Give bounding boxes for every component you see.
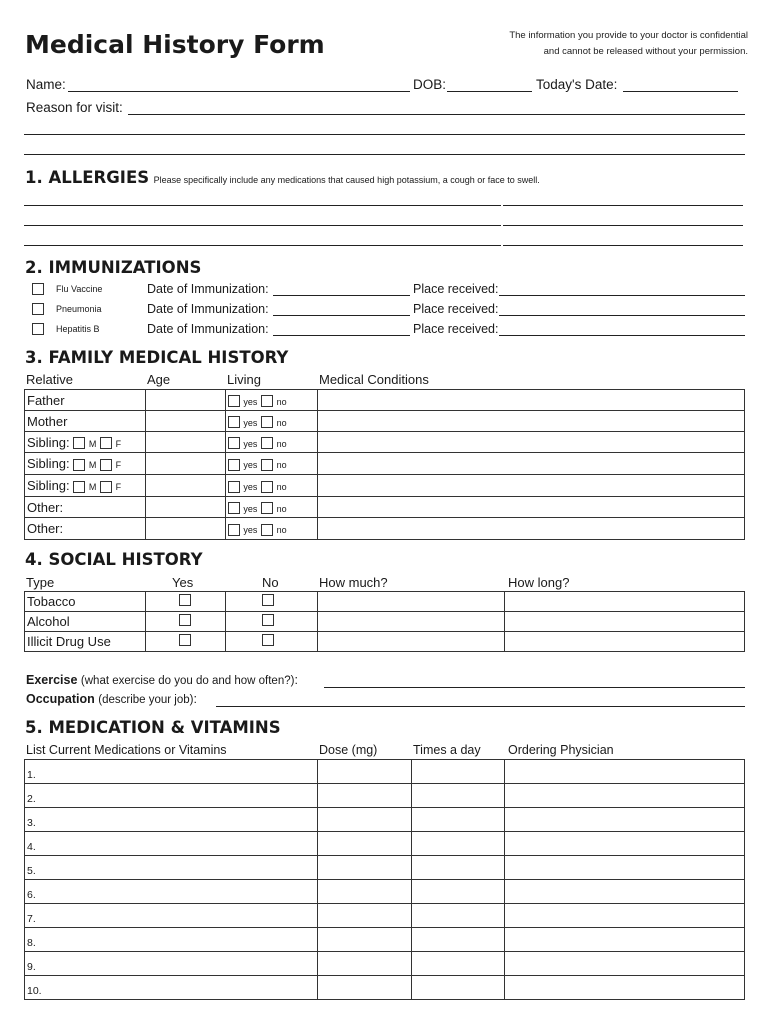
reason-field[interactable]	[128, 114, 745, 115]
dob-field[interactable]	[447, 91, 532, 92]
allergies-note: Please specifically include any medications that caused high potassium, a cough or face to swell.	[153, 175, 540, 185]
sex-m-checkbox[interactable]	[73, 437, 85, 449]
date-of-immunization-label: Date of Immunization:	[147, 302, 269, 316]
name-label: Name:	[26, 77, 66, 92]
how-long-cell[interactable]	[505, 632, 745, 652]
medication-name-cell[interactable]: 9.	[25, 952, 318, 976]
no-label: no	[276, 438, 287, 449]
family-row-other	[25, 497, 745, 518]
dose-cell[interactable]	[317, 904, 412, 928]
dose-cell[interactable]	[317, 808, 412, 832]
medication-row	[25, 976, 745, 1000]
conditions-cell[interactable]	[317, 475, 744, 497]
physician-cell[interactable]	[505, 928, 745, 952]
yes-label: yes	[243, 417, 258, 428]
living-no-checkbox[interactable]	[261, 395, 273, 407]
sex-f-checkbox[interactable]	[100, 459, 112, 471]
f-label: F	[115, 482, 122, 492]
medications-list-header: List Current Medications or Vitamins	[26, 743, 227, 757]
how-much-cell[interactable]	[317, 592, 505, 612]
age-cell[interactable]	[145, 475, 225, 497]
times-cell[interactable]	[412, 808, 505, 832]
m-label: M	[88, 482, 97, 492]
no-label: no	[276, 525, 287, 535]
exercise-hint: (what exercise do you do and how often?)	[80, 675, 295, 687]
relative-cell: Other:	[25, 518, 146, 540]
relative-cell	[25, 475, 146, 497]
yes-label: yes	[243, 503, 258, 514]
how-much-cell[interactable]	[317, 612, 505, 632]
flu-vaccine-label: Flu Vaccine	[56, 284, 103, 294]
f-label: F	[115, 460, 122, 470]
medications-title: 5. MEDICATION & VITAMINS	[25, 718, 281, 737]
medication-row	[25, 952, 745, 976]
allergies-line[interactable]	[24, 245, 501, 246]
yes-checkbox[interactable]	[179, 614, 191, 626]
relative-cell: Father	[25, 390, 146, 411]
medication-name-cell[interactable]: 1.	[25, 760, 318, 784]
medication-name-cell[interactable]: 8.	[25, 928, 318, 952]
how-much-cell[interactable]	[317, 632, 505, 652]
living-no-checkbox[interactable]	[261, 416, 273, 428]
physician-cell[interactable]	[505, 976, 745, 1000]
no-checkbox[interactable]	[262, 594, 274, 606]
living-no-checkbox[interactable]	[261, 437, 273, 449]
no-header: No	[262, 575, 279, 590]
living-cell	[225, 453, 317, 475]
dose-cell[interactable]	[317, 856, 412, 880]
date-of-immunization-field[interactable]	[273, 295, 410, 296]
medication-row	[25, 808, 745, 832]
yes-cell	[145, 612, 225, 632]
allergies-line[interactable]	[24, 225, 501, 226]
physician-cell[interactable]	[505, 808, 745, 832]
age-cell[interactable]	[145, 390, 225, 411]
dose-cell[interactable]	[317, 784, 412, 808]
confidentiality-line-2: and cannot be released without your permission.	[543, 46, 748, 57]
conditions-cell[interactable]	[317, 453, 744, 475]
exercise-field[interactable]	[324, 687, 745, 688]
pneumonia-label: Pneumonia	[56, 304, 102, 314]
physician-cell[interactable]	[505, 904, 745, 928]
medication-name-cell[interactable]: 6.	[25, 880, 318, 904]
conditions-cell[interactable]	[317, 411, 744, 432]
living-no-checkbox[interactable]	[261, 459, 273, 471]
dob-label: DOB:	[413, 77, 447, 92]
how-long-cell[interactable]	[505, 592, 745, 612]
confidentiality-line-1: The information you provide to your doctor is confidential	[509, 30, 748, 41]
yes-label: yes	[243, 438, 258, 449]
exercise-label: Exercise	[26, 673, 78, 687]
occupation-label: Occupation	[26, 692, 95, 706]
sibling-label: Sibling:	[27, 478, 70, 493]
hepatitis-b-label: Hepatitis B	[56, 324, 100, 334]
allergies-line[interactable]	[503, 245, 743, 246]
family-history-title: 3. FAMILY MEDICAL HISTORY	[25, 348, 289, 367]
physician-cell[interactable]	[505, 832, 745, 856]
age-cell[interactable]	[145, 411, 225, 432]
no-label: no	[276, 460, 287, 470]
times-cell[interactable]	[412, 784, 505, 808]
social-history-title: 4. SOCIAL HISTORY	[25, 550, 203, 569]
relative-cell: Other:	[25, 497, 146, 518]
times-cell[interactable]	[412, 904, 505, 928]
todays-date-label: Today's Date:	[536, 77, 618, 92]
allergies-line[interactable]	[503, 225, 743, 226]
living-cell	[225, 411, 317, 432]
yes-cell	[145, 632, 225, 652]
living-yes-checkbox[interactable]	[228, 437, 240, 449]
yes-label: yes	[243, 482, 258, 492]
physician-cell[interactable]	[505, 952, 745, 976]
reason-line-3[interactable]	[24, 154, 745, 155]
place-received-label: Place received:	[413, 282, 499, 296]
flu-vaccine-checkbox[interactable]	[32, 283, 44, 295]
place-received-label: Place received:	[413, 302, 499, 316]
dose-header: Dose (mg)	[319, 743, 378, 757]
conditions-cell[interactable]	[317, 390, 744, 411]
allergies-line[interactable]	[503, 205, 743, 206]
age-header: Age	[147, 372, 171, 387]
medication-name-cell[interactable]: 5.	[25, 856, 318, 880]
dose-cell[interactable]	[317, 880, 412, 904]
living-yes-checkbox[interactable]	[228, 459, 240, 471]
relative-cell	[25, 432, 146, 453]
no-label: no	[276, 482, 287, 492]
age-cell[interactable]	[145, 518, 225, 540]
living-cell	[225, 432, 317, 453]
how-much-header: How much?	[319, 575, 388, 590]
dose-cell[interactable]	[317, 976, 412, 1000]
relative-header: Relative	[26, 372, 73, 387]
social-row-tobacco	[25, 592, 745, 612]
type-cell: Tobacco	[25, 592, 146, 612]
conditions-cell[interactable]	[317, 432, 744, 453]
exercise-row: Exercise (what exercise do you do and how often?):	[26, 673, 298, 687]
conditions-cell[interactable]	[317, 497, 744, 518]
sibling-label: Sibling:	[27, 434, 70, 450]
family-history-table	[24, 389, 745, 540]
place-received-field[interactable]	[499, 335, 745, 336]
yes-label: yes	[243, 460, 258, 470]
living-yes-checkbox[interactable]	[228, 395, 240, 407]
living-cell	[225, 518, 317, 540]
immunizations-title: 2. IMMUNIZATIONS	[25, 258, 202, 277]
page-title: Medical History Form	[25, 30, 325, 59]
family-row-father	[25, 390, 745, 411]
age-cell[interactable]	[145, 453, 225, 475]
medication-row	[25, 856, 745, 880]
living-cell	[225, 475, 317, 497]
living-cell	[225, 497, 317, 518]
medical-conditions-header: Medical Conditions	[319, 372, 429, 387]
place-received-label: Place received:	[413, 322, 499, 336]
times-cell[interactable]	[412, 832, 505, 856]
m-label: M	[88, 438, 97, 449]
dose-cell[interactable]	[317, 832, 412, 856]
occupation-field[interactable]	[216, 706, 745, 707]
date-of-immunization-field[interactable]	[273, 315, 410, 316]
no-cell	[225, 592, 317, 612]
occupation-hint: (describe your job)	[98, 694, 194, 706]
social-row-illicit-drug-use	[25, 632, 745, 652]
no-label: no	[276, 417, 287, 428]
living-cell	[225, 390, 317, 411]
sex-f-checkbox[interactable]	[100, 481, 112, 493]
todays-date-field[interactable]	[623, 91, 738, 92]
times-cell[interactable]	[412, 928, 505, 952]
place-received-field[interactable]	[499, 315, 745, 316]
times-a-day-header: Times a day	[413, 743, 481, 757]
family-row-sibling	[25, 475, 745, 497]
yes-checkbox[interactable]	[179, 634, 191, 646]
living-no-checkbox[interactable]	[261, 481, 273, 493]
medication-row	[25, 928, 745, 952]
medication-row	[25, 784, 745, 808]
living-yes-checkbox[interactable]	[228, 502, 240, 514]
dose-cell[interactable]	[317, 952, 412, 976]
medication-name-cell[interactable]: 3.	[25, 808, 318, 832]
reason-line-2[interactable]	[24, 134, 745, 135]
no-cell	[225, 632, 317, 652]
how-long-header: How long?	[508, 575, 570, 590]
living-yes-checkbox[interactable]	[228, 524, 240, 536]
allergies-title: 1. ALLERGIES	[25, 168, 150, 187]
physician-cell[interactable]	[505, 760, 745, 784]
reason-label: Reason for visit:	[26, 100, 123, 115]
date-of-immunization-label: Date of Immunization:	[147, 322, 269, 336]
relative-cell: Mother	[25, 411, 146, 432]
allergies-line[interactable]	[24, 205, 501, 206]
living-header: Living	[227, 372, 261, 387]
medication-name-cell[interactable]: 10.	[25, 976, 318, 1000]
type-cell: Alcohol	[25, 612, 146, 632]
how-long-cell[interactable]	[505, 612, 745, 632]
medication-row	[25, 880, 745, 904]
no-cell	[225, 612, 317, 632]
medications-table	[24, 759, 745, 1000]
living-yes-checkbox[interactable]	[228, 481, 240, 493]
times-cell[interactable]	[412, 880, 505, 904]
age-cell[interactable]	[145, 497, 225, 518]
medication-row	[25, 760, 745, 784]
date-of-immunization-label: Date of Immunization:	[147, 282, 269, 296]
yes-label: yes	[243, 396, 258, 407]
times-cell[interactable]	[412, 952, 505, 976]
conditions-cell[interactable]	[317, 518, 744, 540]
pneumonia-checkbox[interactable]	[32, 303, 44, 315]
social-row-alcohol	[25, 612, 745, 632]
times-cell[interactable]	[412, 856, 505, 880]
family-row-sibling	[25, 432, 745, 453]
type-header: Type	[26, 575, 55, 590]
m-label: M	[88, 460, 97, 470]
dose-cell[interactable]	[317, 760, 412, 784]
ordering-physician-header: Ordering Physician	[508, 743, 614, 757]
no-label: no	[276, 396, 287, 407]
sex-m-checkbox[interactable]	[73, 459, 85, 471]
no-label: no	[276, 503, 287, 514]
age-cell[interactable]	[145, 432, 225, 453]
medication-name-cell[interactable]: 2.	[25, 784, 318, 808]
times-cell[interactable]	[412, 976, 505, 1000]
hepatitis-b-checkbox[interactable]	[32, 323, 44, 335]
physician-cell[interactable]	[505, 880, 745, 904]
yes-checkbox[interactable]	[179, 594, 191, 606]
medication-row	[25, 904, 745, 928]
yes-label: yes	[243, 525, 258, 535]
family-row-mother	[25, 411, 745, 432]
confidentiality-notice	[448, 28, 748, 60]
dose-cell[interactable]	[317, 928, 412, 952]
f-label: F	[115, 438, 122, 449]
allergies-header	[25, 168, 540, 188]
times-cell[interactable]	[412, 760, 505, 784]
sex-f-checkbox[interactable]	[100, 437, 112, 449]
family-row-sibling	[25, 453, 745, 475]
type-cell: Illicit Drug Use	[25, 632, 146, 652]
no-checkbox[interactable]	[262, 634, 274, 646]
physician-cell[interactable]	[505, 784, 745, 808]
relative-cell	[25, 453, 146, 475]
name-field[interactable]	[68, 91, 410, 92]
yes-cell	[145, 592, 225, 612]
living-no-checkbox[interactable]	[261, 502, 273, 514]
sibling-label: Sibling:	[27, 456, 70, 471]
place-received-field[interactable]	[499, 295, 745, 296]
physician-cell[interactable]	[505, 856, 745, 880]
no-checkbox[interactable]	[262, 614, 274, 626]
medication-row	[25, 832, 745, 856]
medication-name-cell[interactable]: 4.	[25, 832, 318, 856]
occupation-row: Occupation (describe your job):	[26, 692, 197, 706]
date-of-immunization-field[interactable]	[273, 335, 410, 336]
medication-name-cell[interactable]: 7.	[25, 904, 318, 928]
yes-header: Yes	[172, 575, 194, 590]
family-row-other	[25, 518, 745, 540]
sex-m-checkbox[interactable]	[73, 481, 85, 493]
social-history-table	[24, 591, 745, 652]
living-no-checkbox[interactable]	[261, 524, 273, 536]
living-yes-checkbox[interactable]	[228, 416, 240, 428]
